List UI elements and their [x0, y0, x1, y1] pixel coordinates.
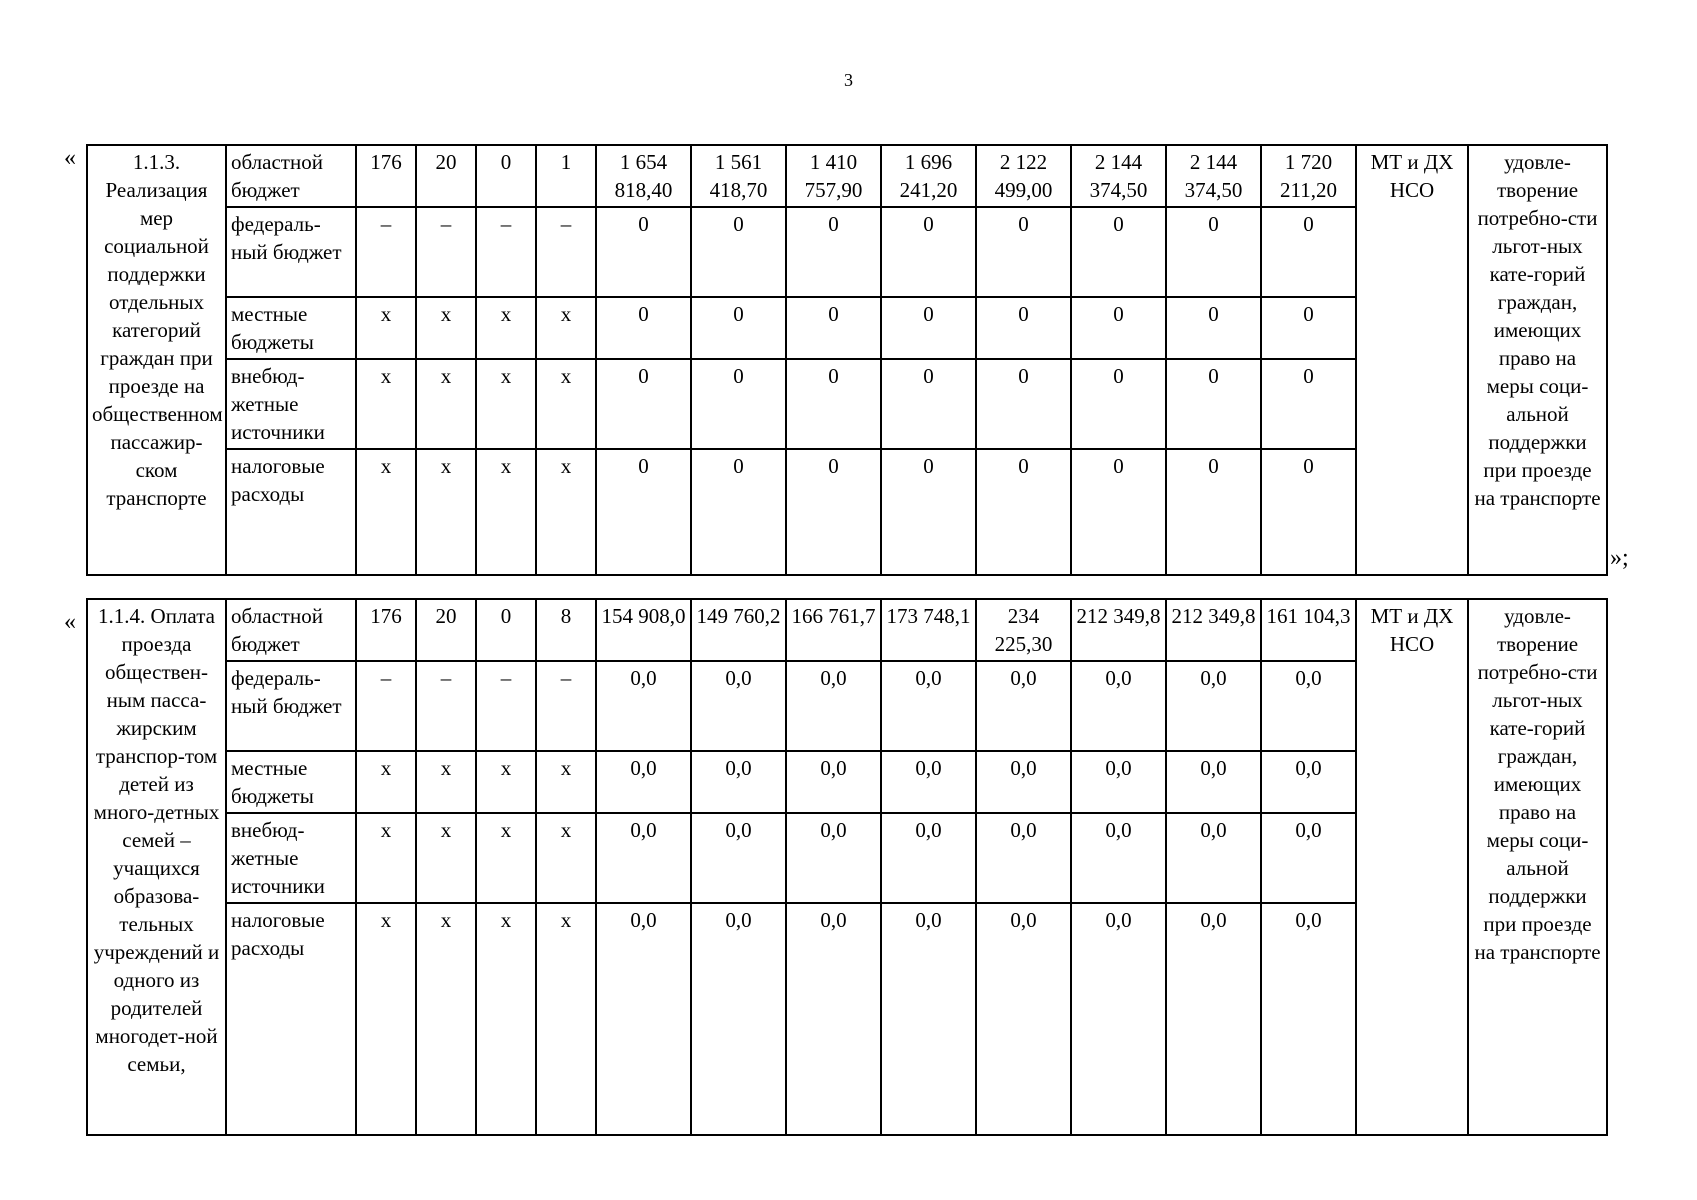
- amount-cell: 0,0: [976, 813, 1071, 903]
- amount-cell: 0: [881, 449, 976, 575]
- amount-cell: 0: [1166, 207, 1261, 297]
- expected-result-cell: удовле-творение потребно-сти льгот-ных кате-горий граждан, имеющих право на меры соци-альной поддержки при проезде на транспорте: [1468, 145, 1607, 575]
- amount-cell: 0,0: [1261, 813, 1356, 903]
- code-cell: х: [536, 449, 596, 575]
- amount-cell: 0: [881, 359, 976, 449]
- code-cell: 0: [476, 145, 536, 207]
- code-cell: 0: [476, 599, 536, 661]
- table-row: [87, 145, 1607, 207]
- amount-cell: 2 144 374,50: [1071, 145, 1166, 207]
- code-cell: х: [416, 751, 476, 813]
- amount-cell: 0,0: [691, 661, 786, 751]
- code-cell: –: [476, 661, 536, 751]
- executor-cell: МТ и ДХ НСО: [1356, 145, 1468, 575]
- amount-cell: 0: [786, 449, 881, 575]
- amount-cell: 0: [1071, 297, 1166, 359]
- executor-cell: МТ и ДХ НСО: [1356, 599, 1468, 1135]
- amount-cell: 0,0: [1071, 903, 1166, 1135]
- code-cell: х: [536, 751, 596, 813]
- amount-cell: 0,0: [976, 903, 1071, 1135]
- funding-source-cell: областной бюджет: [226, 145, 356, 207]
- measure-title-cell: 1.1.3. Реализация мер социальной поддержки отдельных категорий граждан при проезде на общественном пассажир-ском транспорте: [87, 145, 226, 575]
- amount-cell: 1 696 241,20: [881, 145, 976, 207]
- funding-source-cell: местные бюджеты: [226, 751, 356, 813]
- funding-source-cell: федераль-ный бюджет: [226, 661, 356, 751]
- amount-cell: 0,0: [786, 661, 881, 751]
- amount-cell: 0,0: [596, 903, 691, 1135]
- amount-cell: 0: [691, 449, 786, 575]
- amount-cell: 149 760,2: [691, 599, 786, 661]
- code-cell: х: [356, 359, 416, 449]
- page-number: 3: [844, 70, 853, 90]
- amount-cell: 161 104,3: [1261, 599, 1356, 661]
- amount-cell: 0,0: [1166, 813, 1261, 903]
- code-cell: х: [536, 903, 596, 1135]
- amount-cell: 0: [1261, 297, 1356, 359]
- amount-cell: 0,0: [786, 751, 881, 813]
- opening-quote-mark: «: [64, 609, 76, 635]
- amount-cell: 0,0: [691, 751, 786, 813]
- amount-cell: 0: [691, 359, 786, 449]
- amount-cell: 0: [1261, 359, 1356, 449]
- amount-cell: 212 349,8: [1071, 599, 1166, 661]
- amount-cell: 0,0: [1261, 751, 1356, 813]
- code-cell: –: [476, 207, 536, 297]
- code-cell: 20: [416, 599, 476, 661]
- code-cell: –: [416, 207, 476, 297]
- amount-cell: 0: [596, 207, 691, 297]
- amount-cell: 0: [881, 297, 976, 359]
- amount-cell: 212 349,8: [1166, 599, 1261, 661]
- amount-cell: 0: [1166, 297, 1261, 359]
- table-measure-1-1-4: [86, 598, 1608, 1136]
- amount-cell: 1 410 757,90: [786, 145, 881, 207]
- amount-cell: 0: [1261, 449, 1356, 575]
- amount-cell: 0: [691, 297, 786, 359]
- funding-source-cell: местные бюджеты: [226, 297, 356, 359]
- amount-cell: 0,0: [596, 813, 691, 903]
- code-cell: х: [416, 449, 476, 575]
- funding-source-cell: федераль-ный бюджет: [226, 207, 356, 297]
- amount-cell: 0,0: [786, 903, 881, 1135]
- amount-cell: 234 225,30: [976, 599, 1071, 661]
- amount-cell: 0,0: [691, 903, 786, 1135]
- code-cell: –: [536, 207, 596, 297]
- opening-quote-mark: «: [64, 145, 76, 171]
- amount-cell: 0: [1071, 207, 1166, 297]
- amount-cell: 0: [596, 359, 691, 449]
- amount-cell: 0: [976, 359, 1071, 449]
- amount-cell: 2 122 499,00: [976, 145, 1071, 207]
- amount-cell: 1 654 818,40: [596, 145, 691, 207]
- amount-cell: 0: [1071, 359, 1166, 449]
- amount-cell: 0,0: [786, 813, 881, 903]
- code-cell: –: [416, 661, 476, 751]
- code-cell: х: [476, 449, 536, 575]
- amount-cell: 0: [1261, 207, 1356, 297]
- code-cell: х: [536, 359, 596, 449]
- funding-source-cell: налоговые расходы: [226, 449, 356, 575]
- funding-source-cell: внебюд-жетные источники: [226, 813, 356, 903]
- amount-cell: 0: [786, 297, 881, 359]
- closing-quote-mark: »;: [1610, 545, 1629, 571]
- amount-cell: 0,0: [1166, 751, 1261, 813]
- amount-cell: 0,0: [1261, 903, 1356, 1135]
- amount-cell: 0: [786, 359, 881, 449]
- code-cell: х: [356, 751, 416, 813]
- amount-cell: 0: [691, 207, 786, 297]
- amount-cell: 0,0: [691, 813, 786, 903]
- amount-cell: 154 908,0: [596, 599, 691, 661]
- code-cell: 8: [536, 599, 596, 661]
- code-cell: х: [476, 359, 536, 449]
- code-cell: х: [356, 813, 416, 903]
- code-cell: –: [356, 207, 416, 297]
- code-cell: х: [416, 813, 476, 903]
- amount-cell: 166 761,7: [786, 599, 881, 661]
- amount-cell: 0: [1166, 449, 1261, 575]
- amount-cell: 0,0: [1071, 813, 1166, 903]
- code-cell: х: [536, 297, 596, 359]
- amount-cell: 0,0: [1071, 661, 1166, 751]
- code-cell: 1: [536, 145, 596, 207]
- code-cell: х: [476, 297, 536, 359]
- code-cell: х: [356, 903, 416, 1135]
- code-cell: 176: [356, 599, 416, 661]
- funding-source-cell: областной бюджет: [226, 599, 356, 661]
- amount-cell: 0,0: [881, 751, 976, 813]
- amount-cell: 0: [596, 297, 691, 359]
- amount-cell: 0: [976, 449, 1071, 575]
- amount-cell: 0,0: [1261, 661, 1356, 751]
- amount-cell: 0,0: [881, 661, 976, 751]
- table-row: [87, 599, 1607, 661]
- code-cell: х: [416, 297, 476, 359]
- amount-cell: 0,0: [976, 661, 1071, 751]
- code-cell: х: [356, 449, 416, 575]
- code-cell: 20: [416, 145, 476, 207]
- code-cell: х: [536, 813, 596, 903]
- amount-cell: 0: [976, 297, 1071, 359]
- amount-cell: 1 720 211,20: [1261, 145, 1356, 207]
- amount-cell: 0,0: [1166, 903, 1261, 1135]
- funding-source-cell: налоговые расходы: [226, 903, 356, 1135]
- amount-cell: 0: [1071, 449, 1166, 575]
- amount-cell: 0,0: [1166, 661, 1261, 751]
- table-measure-1-1-3: [86, 144, 1608, 576]
- amount-cell: 0,0: [596, 661, 691, 751]
- amount-cell: 0,0: [596, 751, 691, 813]
- amount-cell: 0,0: [976, 751, 1071, 813]
- code-cell: х: [476, 751, 536, 813]
- amount-cell: 2 144 374,50: [1166, 145, 1261, 207]
- amount-cell: 0,0: [1071, 751, 1166, 813]
- amount-cell: 173 748,1: [881, 599, 976, 661]
- code-cell: –: [536, 661, 596, 751]
- amount-cell: 0: [976, 207, 1071, 297]
- code-cell: х: [476, 813, 536, 903]
- measure-title-cell: 1.1.4. Оплата проезда обществен-ным пасса-жирским транспор-том детей из много-детных семей – учащихся образова-тельных учреждений и одного из родителей многодет-ной семьи,: [87, 599, 226, 1135]
- amount-cell: 0: [596, 449, 691, 575]
- expected-result-cell: удовле-творение потребно-сти льгот-ных кате-горий граждан, имеющих право на меры соци-альной поддержки при проезде на транспорте: [1468, 599, 1607, 1135]
- code-cell: –: [356, 661, 416, 751]
- code-cell: х: [416, 903, 476, 1135]
- amount-cell: 0,0: [881, 813, 976, 903]
- funding-source-cell: внебюд-жетные источники: [226, 359, 356, 449]
- code-cell: 176: [356, 145, 416, 207]
- amount-cell: 0: [786, 207, 881, 297]
- amount-cell: 0,0: [881, 903, 976, 1135]
- code-cell: х: [416, 359, 476, 449]
- amount-cell: 0: [881, 207, 976, 297]
- amount-cell: 1 561 418,70: [691, 145, 786, 207]
- amount-cell: 0: [1166, 359, 1261, 449]
- code-cell: х: [356, 297, 416, 359]
- code-cell: х: [476, 903, 536, 1135]
